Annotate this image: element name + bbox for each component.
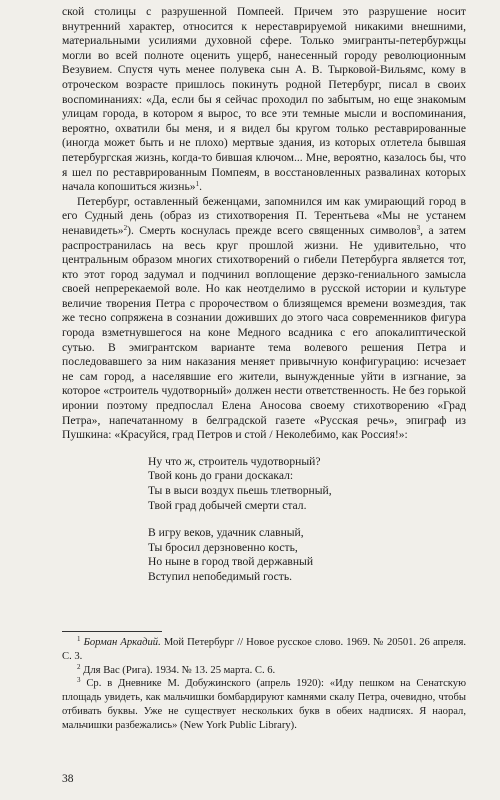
footnote-3: [62, 677, 466, 732]
main-text: [62, 5, 466, 598]
paragraph-1-text: ской столицы с разрушенной Помпеей. Причем это разрушение носит внутренний характер, относится к нереставрируемой никакими внешними, материальными усилиями духовной сфере. Только эмигранты-петербуржцы могли во всей полноте оценить ущерб, нанесенный городу революционным Везувием. Спустя чуть менее полувека сын А. В. Тырковой-Вильямс, кому в отроческом возрасте пришлось покинуть родной Петербург, писал в своих воспоминаниях: «Да, если бы я сейчас проходил по забытым, но еще знакомым улицам города, в котором я вырос, то все эти темные мысли и воспоминания, вероятно, охватили бы меня, и я видел бы кругом только реставрированные (иногда может быть и не плохо) мертвые здания, из которых отлетела бывшая петербургская жизнь, когда-то бившая ключом... Мне, вероятно, казалось бы, что я шел по реставрированным Помпеям, в восстановленных развалинах которых начала копошиться жизнь»: [62, 5, 466, 194]
footnote-3-mark: 3: [77, 676, 81, 685]
footnote-1-mark: 1: [77, 635, 81, 643]
footnote-2-mark: 2: [77, 662, 81, 671]
poem-line: Ну что ж, строитель чудотворный?: [148, 454, 321, 468]
paragraph-2-text-b: . Смерть коснулась прежде всего священных символов: [130, 223, 417, 237]
poem-line: Твой град добычей смерти стал.: [148, 498, 307, 512]
poem-line: Ты бросил дерзновенно кость,: [148, 540, 298, 554]
poem-stanza-2: [148, 526, 466, 584]
poem: [148, 455, 466, 585]
poem-line: Ты в выси воздух пьешь тлетворный,: [148, 484, 332, 497]
footnote-ref-2: 2: [123, 223, 128, 232]
footnote-3-text: Ср. в Дневнике М. Добужинского (апрель 1920): «Иду пешком на Сенатскую площадь увидеть, как мальчишки бомбардируют камнями скалу Петра, очевидно, чтобы отбивать буквы. Уже не существует нескольких букв в обеих надписях. Я наорал, мальчишки разбежались» (New York Public Library).: [62, 678, 466, 731]
footnote-1-text: Мой Петербург // Новое русское слово. 1969. № 20501. 26 апреля. С. 3.: [62, 637, 466, 662]
page-number: 38: [62, 773, 74, 785]
paragraph-2-text-c: , а затем распространилась на весь круг прошлой жизни. Не удивительно, что центральным образом многих стихотворений о гибели Петербурга является тот, кто этот город задумал и подчинил воплощение дерзко-гениального замысла своей непререкаемой воле. Но как неотделимо в русской истории и культуре величие творения Петра с пророчеством о близящемся времени возмездия, так же тесно сопряжена в сознании доживших до этого часа современников фигура города взметнувшегося на коне Медного всадника с его апокалиптической сутью. В эмигрантском варианте тема волевого решения Петра и последовавшего за ним наказания меняет привычную конфигурацию: исчезает не сам город, а населявшие его жители, вынужденные уйти в изгнание, за которое «строитель чудотворный» должен нести ответственность. Не без горькой иронии поэтому предпослал Елена Аносова своему стихотворению «Град Петра», напечатанному в белградской газете «Русская речь», эпиграф из Пушкина: «Красуйся, град Петров и стой / Неколебимо, как Россия!»:: [62, 223, 466, 442]
poem-line: В игру веков, удачник славный,: [148, 526, 304, 540]
poem-line: Но ныне в город твой державный: [148, 555, 314, 569]
paragraph-2: Петербург, оставленный беженцами, запомнился им как умирающий город в его Судный день (образ из стихотворения П. Терентьева «Мы не устанем ненавидеть»$^2$). Смерть коснулась прежде всего священных символов$^3$, а затем распространилась на весь круг прошлой жизни. Не удивительно, что центральным образом многих стихотворений о гибели Петербурга является тот, кто этот город задумал и подчинил воплощение дерзко-гениального замысла своей непререкаемой воле. Но как неотделимо в русской истории и культуре величие творения Петра с пророчеством о близящемся времени возмездия, так же тесно сопряжена в сознании доживших до этого часа современников фигура города взметнувшегося на коне Медного всадника с его апокалиптической сутью. В эмигрантском варианте тема волевого решения Петра и последовавшего за ним наказания меняет привычную конфигурацию: исчезает не сам город, а населявшие его жители, вынужденные уйти в изгнание, за которое «строитель чудотворный» должен нести ответственность. Не без горькой иронии поэтому предпослал Елена Аносова своему стихотворению «Град Петра», напечатанному в белградской газете «Русская речь», эпиграф из Пушкина: «Красуйся, град Петров и стой / Неколебимо, как Россия!»:: [62, 194, 466, 442]
footnote-1: [62, 636, 466, 664]
paragraph-1: ской столицы с разрушенной Помпеей. Причем это разрушение носит внутренний характер, относится к нереставрируемой никакими внешними, материальными усилиями духовной сфере. Только эмигранты-петербуржцы могли во всей полноте оценить ущерб, нанесенный городу революционным Везувием. Спустя чуть менее полувека сын А. В. Тырковой-Вильямс, кому в отроческом возрасте пришлось покинуть родной Петербург, писал в своих воспоминаниях: «Да, если бы я сейчас проходил по забытым, но еще знакомым улицам города, в котором я вырос, то все эти темные мысли и воспоминания, вероятно, охватили бы меня, и я видел бы кругом только реставрированные (иногда может быть и не плохо) мертвые здания, из которых отлетела бывшая петербургская жизнь, когда-то бившая ключом... Мне, вероятно, казалось бы, что я шел по реставрированным Помпеям, в восстановленных развалинах которых начала копошиться жизнь»$^1$.: [62, 5, 466, 194]
footnote-2-text: Для Вас (Рига). 1934. № 13. 25 марта. С. 6.: [83, 664, 276, 676]
footnote-ref-3: 3: [416, 223, 421, 232]
footnote-divider: [62, 631, 162, 632]
poem-line: Твой конь до грани доскакал:: [148, 469, 294, 483]
paragraph-2-text-a: Петербург, оставленный беженцами, запомнился им как умирающий город в его Судный день (образ из стихотворения П. Терентьева «Мы не устанем ненавидеть»: [62, 194, 466, 237]
footnote-2: [62, 664, 466, 678]
footnotes: [62, 636, 466, 733]
footnote-1-author: Борман Аркадий.: [83, 637, 161, 648]
footnote-ref-1: 1: [195, 180, 200, 189]
poem-stanza-1: [148, 455, 466, 513]
poem-line: Вступил непобедимый гость.: [148, 569, 293, 583]
